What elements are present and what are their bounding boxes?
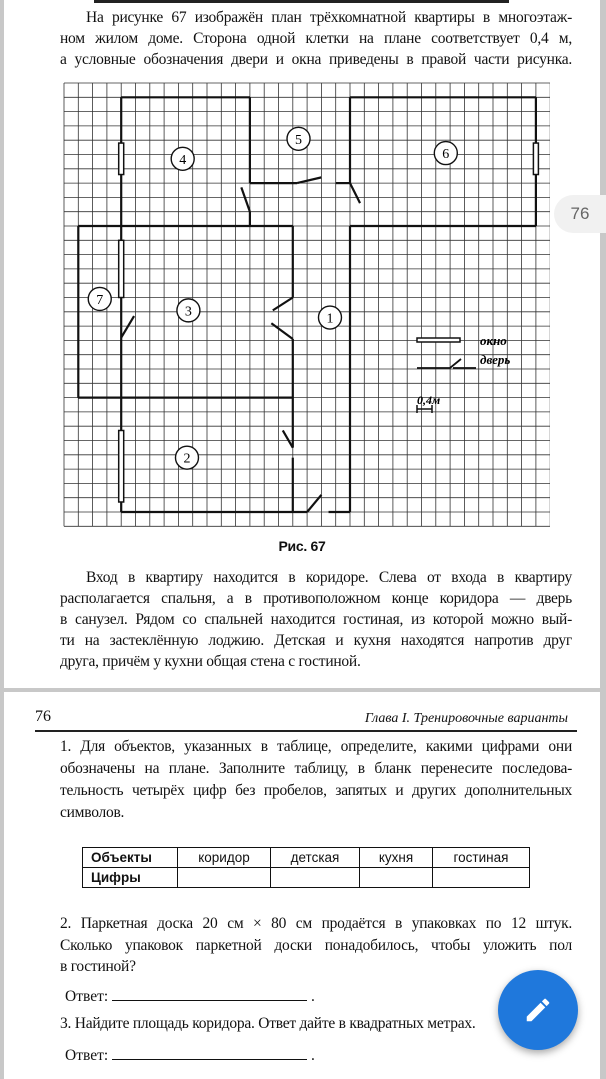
room-number: 1 [326,311,334,327]
table-cell-nursery: детская [271,848,360,868]
wall [241,187,250,211]
figure-caption: Рис. 67 [278,538,326,554]
table-row [83,848,530,868]
question-1-line: символов. [60,804,125,821]
question-1-line: тельность четырёх цифр без пробелов, запятых и других дополнительных [60,782,572,799]
question-1-line: обозначены на плане. Заполните таблицу, в бланк перенесите последова- [60,760,572,777]
plan-walls [78,97,538,512]
legend-window-label: окно [480,333,507,348]
room-number: 3 [184,304,192,320]
table-cell-kitchen: кухня [360,848,433,868]
plan-grid [64,83,550,526]
page-top-border [94,0,509,3]
intro-line: а условные обозначения двери и окна приведены в правой части рисунка. [60,51,572,68]
table-answer-cell[interactable] [433,868,530,888]
question-2-line: Сколько упаковок паркетной доски понадобилось, чтобы уложить пол [60,937,572,954]
answer-2-blank[interactable] [112,986,307,1001]
question-1-line: 1. Для объектов, указанных в таблице, определите, какими цифрами они [60,738,572,755]
page-number: 76 [35,708,51,725]
answer-3: Ответ: . [65,1047,315,1064]
description-line: друга, причём у кухни общая стена с гостиной. [60,653,361,670]
window [119,240,124,297]
legend-door-label: дверь [480,352,511,367]
answer-3-blank[interactable] [112,1045,307,1060]
room-number: 7 [96,292,104,308]
intro-line: ном жилом доме. Сторона одной клетки на плане соответствует 0,4 м, [60,30,572,47]
floor-plan [60,82,550,528]
table-answer-cell[interactable] [178,868,271,888]
wall [283,430,293,447]
table-answer-cell[interactable] [360,868,433,888]
table-header-objects: Объекты [83,848,178,868]
question-2-line: в гостиной? [60,958,136,975]
table-answer-cell[interactable] [271,868,360,888]
room-number: 6 [442,147,450,163]
wall [350,183,360,203]
room-number: 2 [183,451,191,467]
room-number: 5 [295,132,303,148]
answer-table [82,847,530,888]
description-line: ти на застеклённую лоджию. Детская и кухня находятся напротив друг [60,632,572,649]
header-rule [35,730,577,732]
wall [297,177,321,183]
wall [271,323,292,339]
window [119,143,124,174]
wall [121,316,134,337]
wall [273,298,293,311]
edit-fab-button[interactable] [498,970,578,1050]
description-line: в санузел. Рядом со спальней находится гостиная, из которой можно вый- [60,611,572,628]
answer-label: Ответ: [65,1047,109,1064]
question-3-line: 3. Найдите площадь коридора. Ответ дайте в квадратных метрах. [60,1015,476,1032]
plan-legend [417,333,510,413]
description-line: Вход в квартиру находится в коридоре. Слева от входа в квартиру [86,569,572,586]
legend-door-symbol [417,359,476,368]
table-row [83,868,530,888]
pencil-icon [523,995,553,1025]
answer-2: Ответ: . [65,988,315,1005]
room-number: 4 [179,152,187,168]
chapter-title: Глава I. Тренировочные варианты [364,711,568,726]
window [119,430,124,502]
window [533,143,538,174]
page-indicator: 76 [554,195,606,233]
description-line: располагается спальня, а в противоположном конце коридора — дверь [60,590,572,607]
document-page-1 [4,0,600,688]
intro-line: На рисунке 67 изображён план трёхкомнатной квартиры в многоэтаж- [86,9,572,26]
scale-label: 0,4м [417,393,441,407]
question-2-line: 2. Паркетная доска 20 см × 80 см продаётся в упаковках по 12 штук. [60,915,572,932]
table-cell-corridor: коридор [178,848,271,868]
table-header-digits: Цифры [83,868,178,888]
legend-window-symbol [417,338,460,342]
table-cell-living-room: гостиная [433,848,530,868]
answer-label: Ответ: [65,988,109,1005]
